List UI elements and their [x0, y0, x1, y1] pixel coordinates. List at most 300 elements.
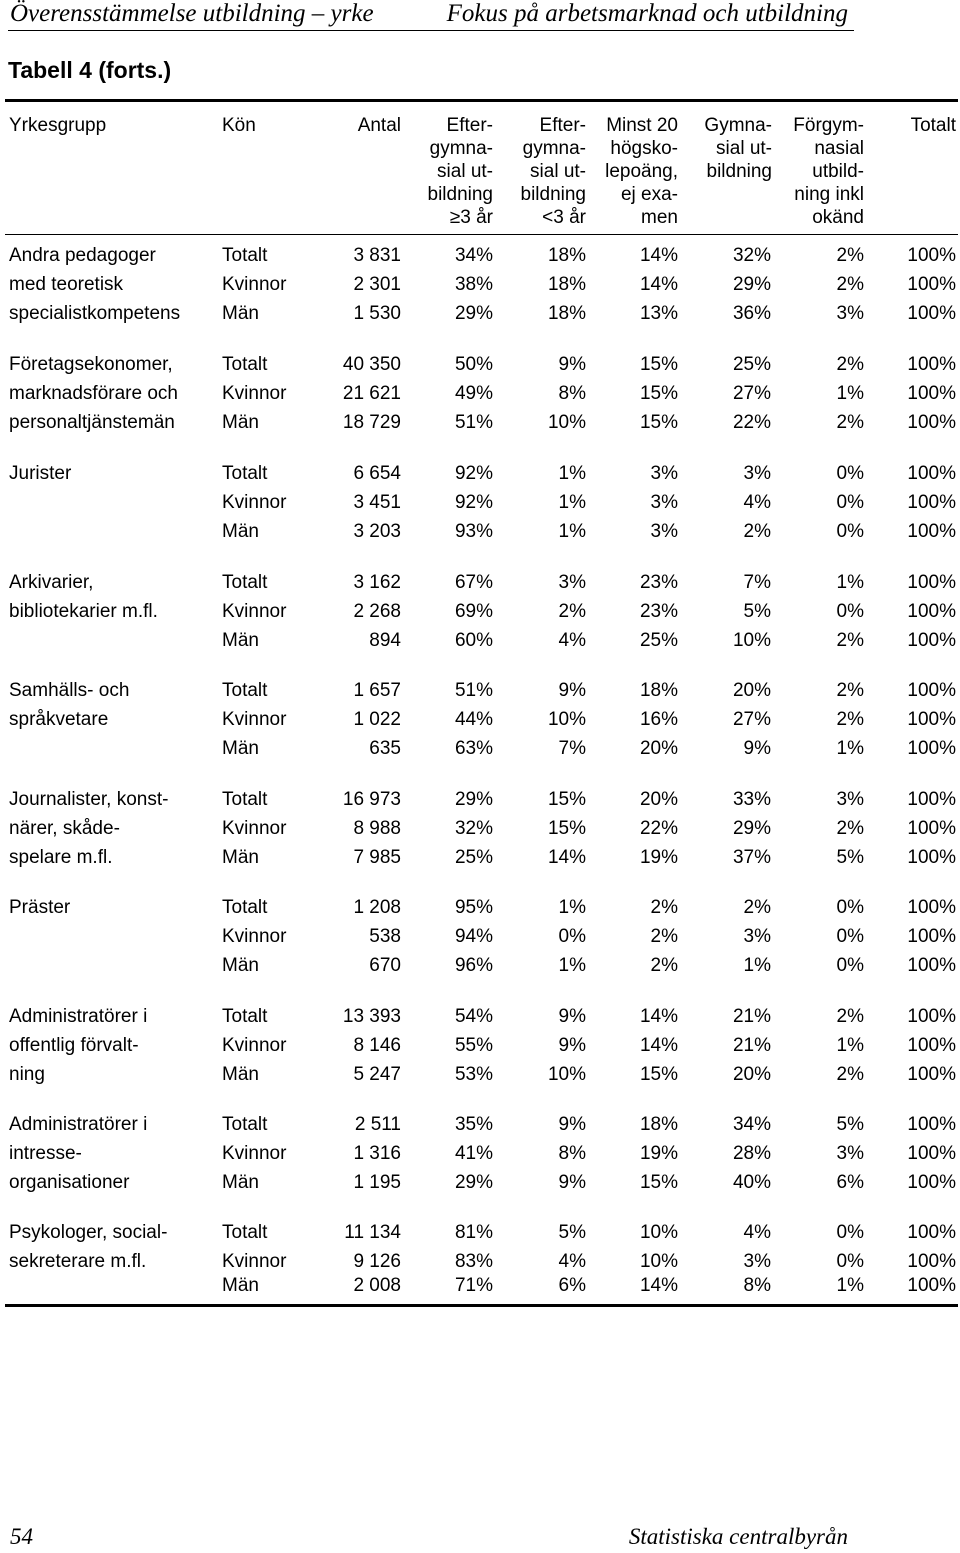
gymnasial-cell: 1% [743, 955, 771, 976]
totalt-cell: 100% [907, 955, 956, 976]
sex-cell: Totalt [222, 572, 268, 593]
eftergymnasial-3ar-cell: 51% [454, 680, 493, 701]
gymnasial-cell: 29% [732, 274, 771, 295]
hogskolepoang-cell: 2% [650, 955, 678, 976]
forgymnasial-cell: 2% [836, 709, 864, 730]
forgymnasial-cell: 1% [836, 383, 864, 404]
eftergymnasial-3ar-cell: 35% [454, 1114, 493, 1135]
table-row [0, 412, 960, 438]
eftergymnasial-3ar-cell: 38% [454, 274, 493, 295]
table-bottom-rule [5, 1304, 958, 1307]
sex-cell: Kvinnor [222, 818, 287, 839]
eftergymnasial-3ar-cell: 94% [454, 926, 493, 947]
sex-cell: Män [222, 955, 259, 976]
table-header-rule [5, 234, 958, 235]
antal-cell: 40 350 [342, 354, 401, 375]
forgymnasial-cell: 0% [836, 897, 864, 918]
eftergymnasial-under3ar-cell: 18% [547, 303, 586, 324]
forgymnasial-cell: 5% [836, 847, 864, 868]
totalt-cell: 100% [907, 303, 956, 324]
occupation-group-cell: Företagsekonomer, [9, 354, 173, 375]
totalt-cell: 100% [907, 847, 956, 868]
sex-cell: Totalt [222, 1114, 268, 1135]
hogskolepoang-cell: 2% [650, 926, 678, 947]
antal-cell: 1 657 [353, 680, 401, 701]
totalt-cell: 100% [907, 383, 956, 404]
antal-cell: 1 530 [353, 303, 401, 324]
sex-cell: Totalt [222, 1006, 268, 1027]
eftergymnasial-under3ar-cell: 9% [558, 1114, 586, 1135]
antal-cell: 1 208 [353, 897, 401, 918]
eftergymnasial-3ar-cell: 69% [454, 601, 493, 622]
eftergymnasial-3ar-cell: 29% [454, 789, 493, 810]
gymnasial-cell: 21% [732, 1006, 771, 1027]
gymnasial-cell: 7% [743, 572, 771, 593]
gymnasial-cell: 33% [732, 789, 771, 810]
totalt-cell: 100% [907, 572, 956, 593]
forgymnasial-cell: 1% [836, 1275, 864, 1296]
forgymnasial-cell: 3% [836, 303, 864, 324]
forgymnasial-cell: 0% [836, 1251, 864, 1272]
antal-cell: 6 654 [353, 463, 401, 484]
occupation-group-cell: med teoretisk [9, 274, 124, 295]
antal-cell: 8 146 [353, 1035, 401, 1056]
totalt-cell: 100% [907, 789, 956, 810]
forgymnasial-cell: 1% [836, 1035, 864, 1056]
eftergymnasial-under3ar-cell: 1% [558, 463, 586, 484]
occupation-group-cell: Präster [9, 897, 71, 918]
antal-cell: 2 301 [353, 274, 401, 295]
eftergymnasial-under3ar-cell: 10% [547, 412, 586, 433]
occupation-group-cell: ning [9, 1064, 45, 1085]
eftergymnasial-3ar-cell: 51% [454, 412, 493, 433]
sex-cell: Kvinnor [222, 1143, 287, 1164]
forgymnasial-cell: 3% [836, 1143, 864, 1164]
eftergymnasial-under3ar-cell: 9% [558, 354, 586, 375]
gymnasial-cell: 36% [732, 303, 771, 324]
occupation-group-cell: personaltjänstemän [9, 412, 175, 433]
table-row [0, 1114, 960, 1140]
eftergymnasial-under3ar-cell: 1% [558, 897, 586, 918]
eftergymnasial-3ar-cell: 63% [454, 738, 493, 759]
table-row [0, 303, 960, 329]
forgymnasial-cell: 0% [836, 926, 864, 947]
eftergymnasial-3ar-cell: 96% [454, 955, 493, 976]
totalt-cell: 100% [907, 601, 956, 622]
totalt-cell: 100% [907, 245, 956, 266]
occupation-group-cell: språkvetare [9, 709, 109, 730]
forgymnasial-cell: 1% [836, 572, 864, 593]
table-row [0, 680, 960, 706]
sex-cell: Totalt [222, 245, 268, 266]
eftergymnasial-under3ar-cell: 9% [558, 1035, 586, 1056]
hogskolepoang-cell: 19% [639, 1143, 678, 1164]
sex-cell: Totalt [222, 680, 268, 701]
table-row [0, 521, 960, 547]
hogskolepoang-cell: 18% [639, 680, 678, 701]
totalt-cell: 100% [907, 1006, 956, 1027]
table-row [0, 789, 960, 815]
gymnasial-cell: 25% [732, 354, 771, 375]
occupation-group-cell: Andra pedagoger [9, 245, 156, 266]
antal-cell: 18 729 [342, 412, 401, 433]
table-row [0, 1222, 960, 1248]
col-header-forgymnasial: Förgym- nasial utbild- ning inkl okänd [793, 115, 864, 228]
occupation-group-cell: Arkivarier, [9, 572, 94, 593]
forgymnasial-cell: 6% [836, 1172, 864, 1193]
antal-cell: 13 393 [342, 1006, 401, 1027]
sex-cell: Kvinnor [222, 601, 287, 622]
table-row [0, 1006, 960, 1032]
antal-cell: 3 162 [353, 572, 401, 593]
forgymnasial-cell: 2% [836, 630, 864, 651]
page-footer [10, 1524, 848, 1550]
totalt-cell: 100% [907, 1222, 956, 1243]
sex-cell: Män [222, 412, 259, 433]
antal-cell: 1 022 [353, 709, 401, 730]
eftergymnasial-under3ar-cell: 9% [558, 1006, 586, 1027]
antal-cell: 1 195 [353, 1172, 401, 1193]
occupation-group-cell: Psykologer, social- [9, 1222, 168, 1243]
col-header-eftergymnasial-under3ar: Efter- gymna- sial ut- bildning <3 år [520, 115, 586, 228]
eftergymnasial-under3ar-cell: 1% [558, 955, 586, 976]
gymnasial-cell: 29% [732, 818, 771, 839]
col-header-gymnasial: Gymna- sial ut- bildning [704, 115, 772, 182]
sex-cell: Kvinnor [222, 274, 287, 295]
table-row [0, 1251, 960, 1277]
gymnasial-cell: 3% [743, 463, 771, 484]
publisher-name: Statistiska centralbyrån [628, 1524, 848, 1549]
eftergymnasial-3ar-cell: 54% [454, 1006, 493, 1027]
eftergymnasial-3ar-cell: 55% [454, 1035, 493, 1056]
eftergymnasial-under3ar-cell: 8% [558, 383, 586, 404]
eftergymnasial-3ar-cell: 53% [454, 1064, 493, 1085]
table-row [0, 955, 960, 981]
table-row [0, 354, 960, 380]
eftergymnasial-under3ar-cell: 2% [558, 601, 586, 622]
sex-cell: Män [222, 1172, 259, 1193]
gymnasial-cell: 3% [743, 926, 771, 947]
occupation-group-cell: intresse- [9, 1143, 82, 1164]
totalt-cell: 100% [907, 1064, 956, 1085]
eftergymnasial-3ar-cell: 83% [454, 1251, 493, 1272]
antal-cell: 9 126 [353, 1251, 401, 1272]
antal-cell: 11 134 [344, 1222, 401, 1243]
table-row [0, 1064, 960, 1090]
sex-cell: Totalt [222, 463, 268, 484]
eftergymnasial-3ar-cell: 32% [454, 818, 493, 839]
sex-cell: Män [222, 521, 259, 542]
hogskolepoang-cell: 14% [639, 274, 678, 295]
sex-cell: Män [222, 1275, 259, 1296]
totalt-cell: 100% [907, 630, 956, 651]
table-row [0, 1172, 960, 1198]
forgymnasial-cell: 2% [836, 245, 864, 266]
hogskolepoang-cell: 25% [639, 630, 678, 651]
table-row [0, 630, 960, 656]
eftergymnasial-3ar-cell: 92% [454, 492, 493, 513]
antal-cell: 670 [369, 955, 401, 976]
table-row [0, 1035, 960, 1061]
occupation-group-cell: Samhälls- och [9, 680, 130, 701]
antal-cell: 7 985 [353, 847, 401, 868]
hogskolepoang-cell: 23% [639, 572, 678, 593]
eftergymnasial-under3ar-cell: 15% [547, 789, 586, 810]
totalt-cell: 100% [907, 818, 956, 839]
gymnasial-cell: 28% [732, 1143, 771, 1164]
hogskolepoang-cell: 14% [639, 1006, 678, 1027]
gymnasial-cell: 10% [732, 630, 771, 651]
table-row [0, 818, 960, 844]
hogskolepoang-cell: 22% [639, 818, 678, 839]
page-number: 54 [10, 1524, 33, 1549]
hogskolepoang-cell: 3% [650, 463, 678, 484]
forgymnasial-cell: 2% [836, 354, 864, 375]
antal-cell: 2 511 [354, 1114, 401, 1135]
antal-cell: 635 [369, 738, 401, 759]
eftergymnasial-3ar-cell: 29% [454, 303, 493, 324]
col-header-antal: Antal [357, 115, 401, 136]
header-left-title: Överensstämmelse utbildning – yrke [10, 0, 374, 27]
antal-cell: 1 316 [353, 1143, 401, 1164]
forgymnasial-cell: 0% [836, 601, 864, 622]
gymnasial-cell: 9% [743, 738, 771, 759]
sex-cell: Kvinnor [222, 492, 287, 513]
sex-cell: Män [222, 847, 259, 868]
eftergymnasial-under3ar-cell: 10% [547, 1064, 586, 1085]
sex-cell: Totalt [222, 897, 268, 918]
sex-cell: Totalt [222, 789, 268, 810]
totalt-cell: 100% [907, 1251, 956, 1272]
eftergymnasial-under3ar-cell: 15% [547, 818, 586, 839]
eftergymnasial-3ar-cell: 92% [454, 463, 493, 484]
gymnasial-cell: 20% [732, 1064, 771, 1085]
forgymnasial-cell: 0% [836, 521, 864, 542]
table-row [0, 601, 960, 627]
hogskolepoang-cell: 2% [650, 897, 678, 918]
eftergymnasial-under3ar-cell: 7% [558, 738, 586, 759]
eftergymnasial-3ar-cell: 95% [454, 897, 493, 918]
hogskolepoang-cell: 14% [639, 1275, 678, 1296]
sex-cell: Män [222, 303, 259, 324]
occupation-group-cell: Journalister, konst- [9, 789, 169, 810]
table-row [0, 245, 960, 271]
hogskolepoang-cell: 10% [639, 1222, 678, 1243]
eftergymnasial-3ar-cell: 34% [454, 245, 493, 266]
gymnasial-cell: 21% [732, 1035, 771, 1056]
forgymnasial-cell: 2% [836, 412, 864, 433]
occupation-group-cell: marknadsförare och [9, 383, 178, 404]
col-header-kon: Kön [222, 115, 256, 136]
totalt-cell: 100% [907, 492, 956, 513]
hogskolepoang-cell: 20% [639, 738, 678, 759]
forgymnasial-cell: 2% [836, 818, 864, 839]
totalt-cell: 100% [907, 463, 956, 484]
gymnasial-cell: 27% [732, 383, 771, 404]
hogskolepoang-cell: 19% [639, 847, 678, 868]
hogskolepoang-cell: 15% [639, 412, 678, 433]
gymnasial-cell: 5% [743, 601, 771, 622]
header-right-title: Fokus på arbetsmarknad och utbildning [446, 0, 848, 27]
totalt-cell: 100% [907, 680, 956, 701]
table-row [0, 897, 960, 923]
forgymnasial-cell: 2% [836, 274, 864, 295]
hogskolepoang-cell: 14% [639, 1035, 678, 1056]
totalt-cell: 100% [907, 926, 956, 947]
totalt-cell: 100% [907, 1275, 956, 1296]
antal-cell: 5 247 [353, 1064, 401, 1085]
eftergymnasial-under3ar-cell: 18% [547, 245, 586, 266]
hogskolepoang-cell: 18% [639, 1114, 678, 1135]
antal-cell: 3 451 [353, 492, 401, 513]
eftergymnasial-3ar-cell: 60% [454, 630, 493, 651]
forgymnasial-cell: 0% [836, 1222, 864, 1243]
hogskolepoang-cell: 10% [639, 1251, 678, 1272]
forgymnasial-cell: 0% [836, 492, 864, 513]
eftergymnasial-under3ar-cell: 6% [558, 1275, 586, 1296]
gymnasial-cell: 4% [743, 1222, 771, 1243]
eftergymnasial-3ar-cell: 41% [454, 1143, 493, 1164]
eftergymnasial-under3ar-cell: 8% [558, 1143, 586, 1164]
occupation-group-cell: närer, skåde- [9, 818, 120, 839]
table-row [0, 383, 960, 409]
hogskolepoang-cell: 16% [639, 709, 678, 730]
gymnasial-cell: 4% [743, 492, 771, 513]
gymnasial-cell: 40% [732, 1172, 771, 1193]
eftergymnasial-under3ar-cell: 18% [547, 274, 586, 295]
table-row [0, 1143, 960, 1169]
col-header-yrkesgrupp: Yrkesgrupp [9, 115, 107, 136]
occupation-group-cell: bibliotekarier m.fl. [9, 601, 158, 622]
antal-cell: 2 268 [353, 601, 401, 622]
eftergymnasial-under3ar-cell: 10% [547, 709, 586, 730]
occupation-group-cell: Jurister [9, 463, 72, 484]
occupation-group-cell: spelare m.fl. [9, 847, 113, 868]
sex-cell: Män [222, 1064, 259, 1085]
eftergymnasial-3ar-cell: 44% [454, 709, 493, 730]
occupation-group-cell: sekreterare m.fl. [9, 1251, 147, 1272]
hogskolepoang-cell: 3% [650, 521, 678, 542]
table-row [0, 1275, 960, 1301]
occupation-group-cell: organisationer [9, 1172, 130, 1193]
forgymnasial-cell: 0% [836, 955, 864, 976]
table-row [0, 572, 960, 598]
antal-cell: 538 [369, 926, 401, 947]
table-title: Tabell 4 (forts.) [8, 57, 172, 83]
forgymnasial-cell: 2% [836, 680, 864, 701]
totalt-cell: 100% [907, 412, 956, 433]
eftergymnasial-3ar-cell: 50% [454, 354, 493, 375]
eftergymnasial-3ar-cell: 93% [454, 521, 493, 542]
hogskolepoang-cell: 23% [639, 601, 678, 622]
sex-cell: Kvinnor [222, 1251, 287, 1272]
eftergymnasial-3ar-cell: 71% [454, 1275, 493, 1296]
hogskolepoang-cell: 13% [639, 303, 678, 324]
gymnasial-cell: 20% [732, 680, 771, 701]
table-top-rule [5, 99, 958, 102]
forgymnasial-cell: 1% [836, 738, 864, 759]
sex-cell: Kvinnor [222, 709, 287, 730]
occupation-group-cell: offentlig förvalt- [9, 1035, 139, 1056]
gymnasial-cell: 27% [732, 709, 771, 730]
antal-cell: 8 988 [353, 818, 401, 839]
antal-cell: 3 203 [353, 521, 401, 542]
antal-cell: 3 831 [353, 245, 401, 266]
sex-cell: Totalt [222, 1222, 268, 1243]
antal-cell: 21 621 [342, 383, 401, 404]
totalt-cell: 100% [907, 738, 956, 759]
gymnasial-cell: 32% [732, 245, 771, 266]
gymnasial-cell: 22% [732, 412, 771, 433]
eftergymnasial-3ar-cell: 81% [454, 1222, 493, 1243]
totalt-cell: 100% [907, 521, 956, 542]
hogskolepoang-cell: 15% [639, 1064, 678, 1085]
table-row [0, 274, 960, 300]
hogskolepoang-cell: 3% [650, 492, 678, 513]
col-header-totalt: Totalt [910, 115, 956, 136]
eftergymnasial-under3ar-cell: 1% [558, 521, 586, 542]
occupation-group-cell: Administratörer i [9, 1006, 148, 1027]
forgymnasial-cell: 3% [836, 789, 864, 810]
col-header-hogskolepoang: Minst 20 högsko- lepoäng, ej exa- men [605, 115, 678, 228]
hogskolepoang-cell: 20% [639, 789, 678, 810]
eftergymnasial-under3ar-cell: 4% [558, 630, 586, 651]
table-row [0, 463, 960, 489]
gymnasial-cell: 8% [743, 1275, 771, 1296]
table-row [0, 709, 960, 735]
running-header [8, 0, 854, 31]
forgymnasial-cell: 2% [836, 1006, 864, 1027]
eftergymnasial-under3ar-cell: 0% [558, 926, 586, 947]
totalt-cell: 100% [907, 897, 956, 918]
gymnasial-cell: 2% [743, 521, 771, 542]
hogskolepoang-cell: 15% [639, 383, 678, 404]
gymnasial-cell: 34% [732, 1114, 771, 1135]
antal-cell: 894 [369, 630, 401, 651]
occupation-group-cell: specialistkompetens [9, 303, 181, 324]
sex-cell: Totalt [222, 354, 268, 375]
eftergymnasial-under3ar-cell: 5% [558, 1222, 586, 1243]
table-row [0, 847, 960, 873]
totalt-cell: 100% [907, 1143, 956, 1164]
gymnasial-cell: 37% [732, 847, 771, 868]
forgymnasial-cell: 0% [836, 463, 864, 484]
sex-cell: Kvinnor [222, 383, 287, 404]
eftergymnasial-3ar-cell: 67% [454, 572, 493, 593]
gymnasial-cell: 3% [743, 1251, 771, 1272]
forgymnasial-cell: 5% [836, 1114, 864, 1135]
totalt-cell: 100% [907, 354, 956, 375]
table-row [0, 738, 960, 764]
antal-cell: 16 973 [342, 789, 401, 810]
hogskolepoang-cell: 14% [639, 245, 678, 266]
totalt-cell: 100% [907, 1035, 956, 1056]
table-row [0, 492, 960, 518]
eftergymnasial-under3ar-cell: 9% [558, 1172, 586, 1193]
table-row [0, 926, 960, 952]
forgymnasial-cell: 2% [836, 1064, 864, 1085]
eftergymnasial-3ar-cell: 25% [454, 847, 493, 868]
occupation-group-cell: Administratörer i [9, 1114, 148, 1135]
hogskolepoang-cell: 15% [639, 354, 678, 375]
sex-cell: Kvinnor [222, 1035, 287, 1056]
sex-cell: Män [222, 630, 259, 651]
col-header-eftergymnasial-3ar: Efter- gymna- sial ut- bildning ≥3 år [427, 115, 493, 228]
eftergymnasial-3ar-cell: 29% [454, 1172, 493, 1193]
totalt-cell: 100% [907, 1172, 956, 1193]
eftergymnasial-under3ar-cell: 14% [547, 847, 586, 868]
sex-cell: Kvinnor [222, 926, 287, 947]
